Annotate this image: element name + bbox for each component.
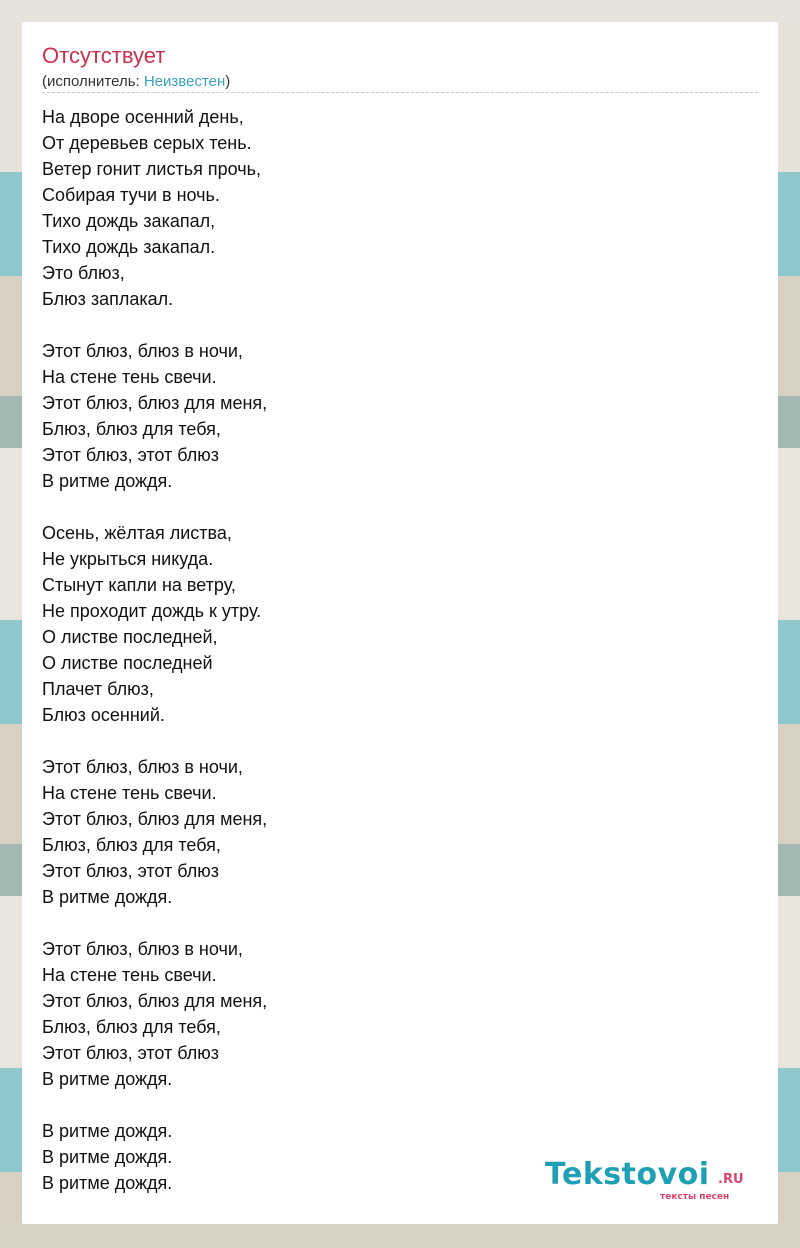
stanza [42, 104, 267, 312]
lyric-line: В ритме дождя. [42, 887, 173, 907]
lyric-line: На стене тень свечи. [42, 965, 217, 985]
lyric-line: В ритме дождя. [42, 1069, 173, 1089]
site-logo[interactable] [545, 1158, 755, 1202]
lyric-line: Этот блюз, блюз в ночи, [42, 341, 243, 361]
lyric-line: Блюз, блюз для тебя, [42, 419, 221, 439]
lyric-line: В ритме дождя. [42, 1121, 173, 1141]
logo-tld: .RU [718, 1172, 744, 1187]
lyric-line: В ритме дождя. [42, 1147, 173, 1167]
stanza [42, 338, 267, 494]
lyric-line: Блюз заплакал. [42, 289, 174, 309]
lyric-line: Блюз, блюз для тебя, [42, 835, 221, 855]
stanza [42, 1118, 267, 1196]
lyrics-card [22, 22, 778, 1224]
lyric-line: Этот блюз, этот блюз [42, 445, 220, 465]
lyric-line: Этот блюз, блюз для меня, [42, 809, 268, 829]
lyric-line: Осень, жёлтая листва, [42, 523, 232, 543]
stanza [42, 520, 267, 728]
lyric-line: Плачет блюз, [42, 679, 154, 699]
logo-tagline: тексты песен [660, 1192, 730, 1202]
lyric-line: Не укрыться никуда. [42, 549, 214, 569]
lyric-line: Этот блюз, этот блюз [42, 861, 220, 881]
lyric-line: Стынут капли на ветру, [42, 575, 236, 595]
lyric-line: В ритме дождя. [42, 1173, 173, 1193]
lyric-line: Не проходит дождь к утру. [42, 601, 262, 621]
lyric-line: Этот блюз, этот блюз [42, 1043, 220, 1063]
stanza [42, 936, 267, 1092]
lyric-line: На стене тень свечи. [42, 367, 217, 387]
lyric-line: Блюз, блюз для тебя, [42, 1017, 221, 1037]
lyric-line: Этот блюз, блюз в ночи, [42, 757, 243, 777]
lyric-line: Этот блюз, блюз для меня, [42, 991, 268, 1011]
lyric-line: В ритме дождя. [42, 471, 173, 491]
lyric-line: На дворе осенний день, [42, 107, 244, 127]
lyric-line: На стене тень свечи. [42, 783, 217, 803]
lyrics-body [42, 104, 267, 1222]
stanza [42, 754, 267, 910]
song-meta [42, 72, 230, 92]
lyric-line: Ветер гонит листья прочь, [42, 159, 261, 179]
logo-name: Tekstovoi [545, 1157, 710, 1192]
lyric-line: Это блюз, [42, 263, 125, 283]
lyric-line: Собирая тучи в ночь. [42, 185, 220, 205]
lyric-line: От деревьев серых тень. [42, 133, 252, 153]
artist-link[interactable]: Неизвестен [143, 73, 226, 90]
meta-prefix: (исполнитель: [42, 73, 144, 90]
lyric-line: Блюз осенний. [42, 705, 165, 725]
lyric-line: Тихо дождь закапал, [42, 211, 216, 231]
title-divider [42, 92, 758, 93]
lyric-line: О листве последней, [42, 627, 218, 647]
lyric-line: Этот блюз, блюз для меня, [42, 393, 268, 413]
lyric-line: Этот блюз, блюз в ночи, [42, 939, 243, 959]
lyric-line: О листве последней [42, 653, 213, 673]
song-title: Отсутствует [42, 43, 166, 68]
lyric-line: Тихо дождь закапал. [42, 237, 216, 257]
meta-suffix: ) [225, 73, 231, 90]
